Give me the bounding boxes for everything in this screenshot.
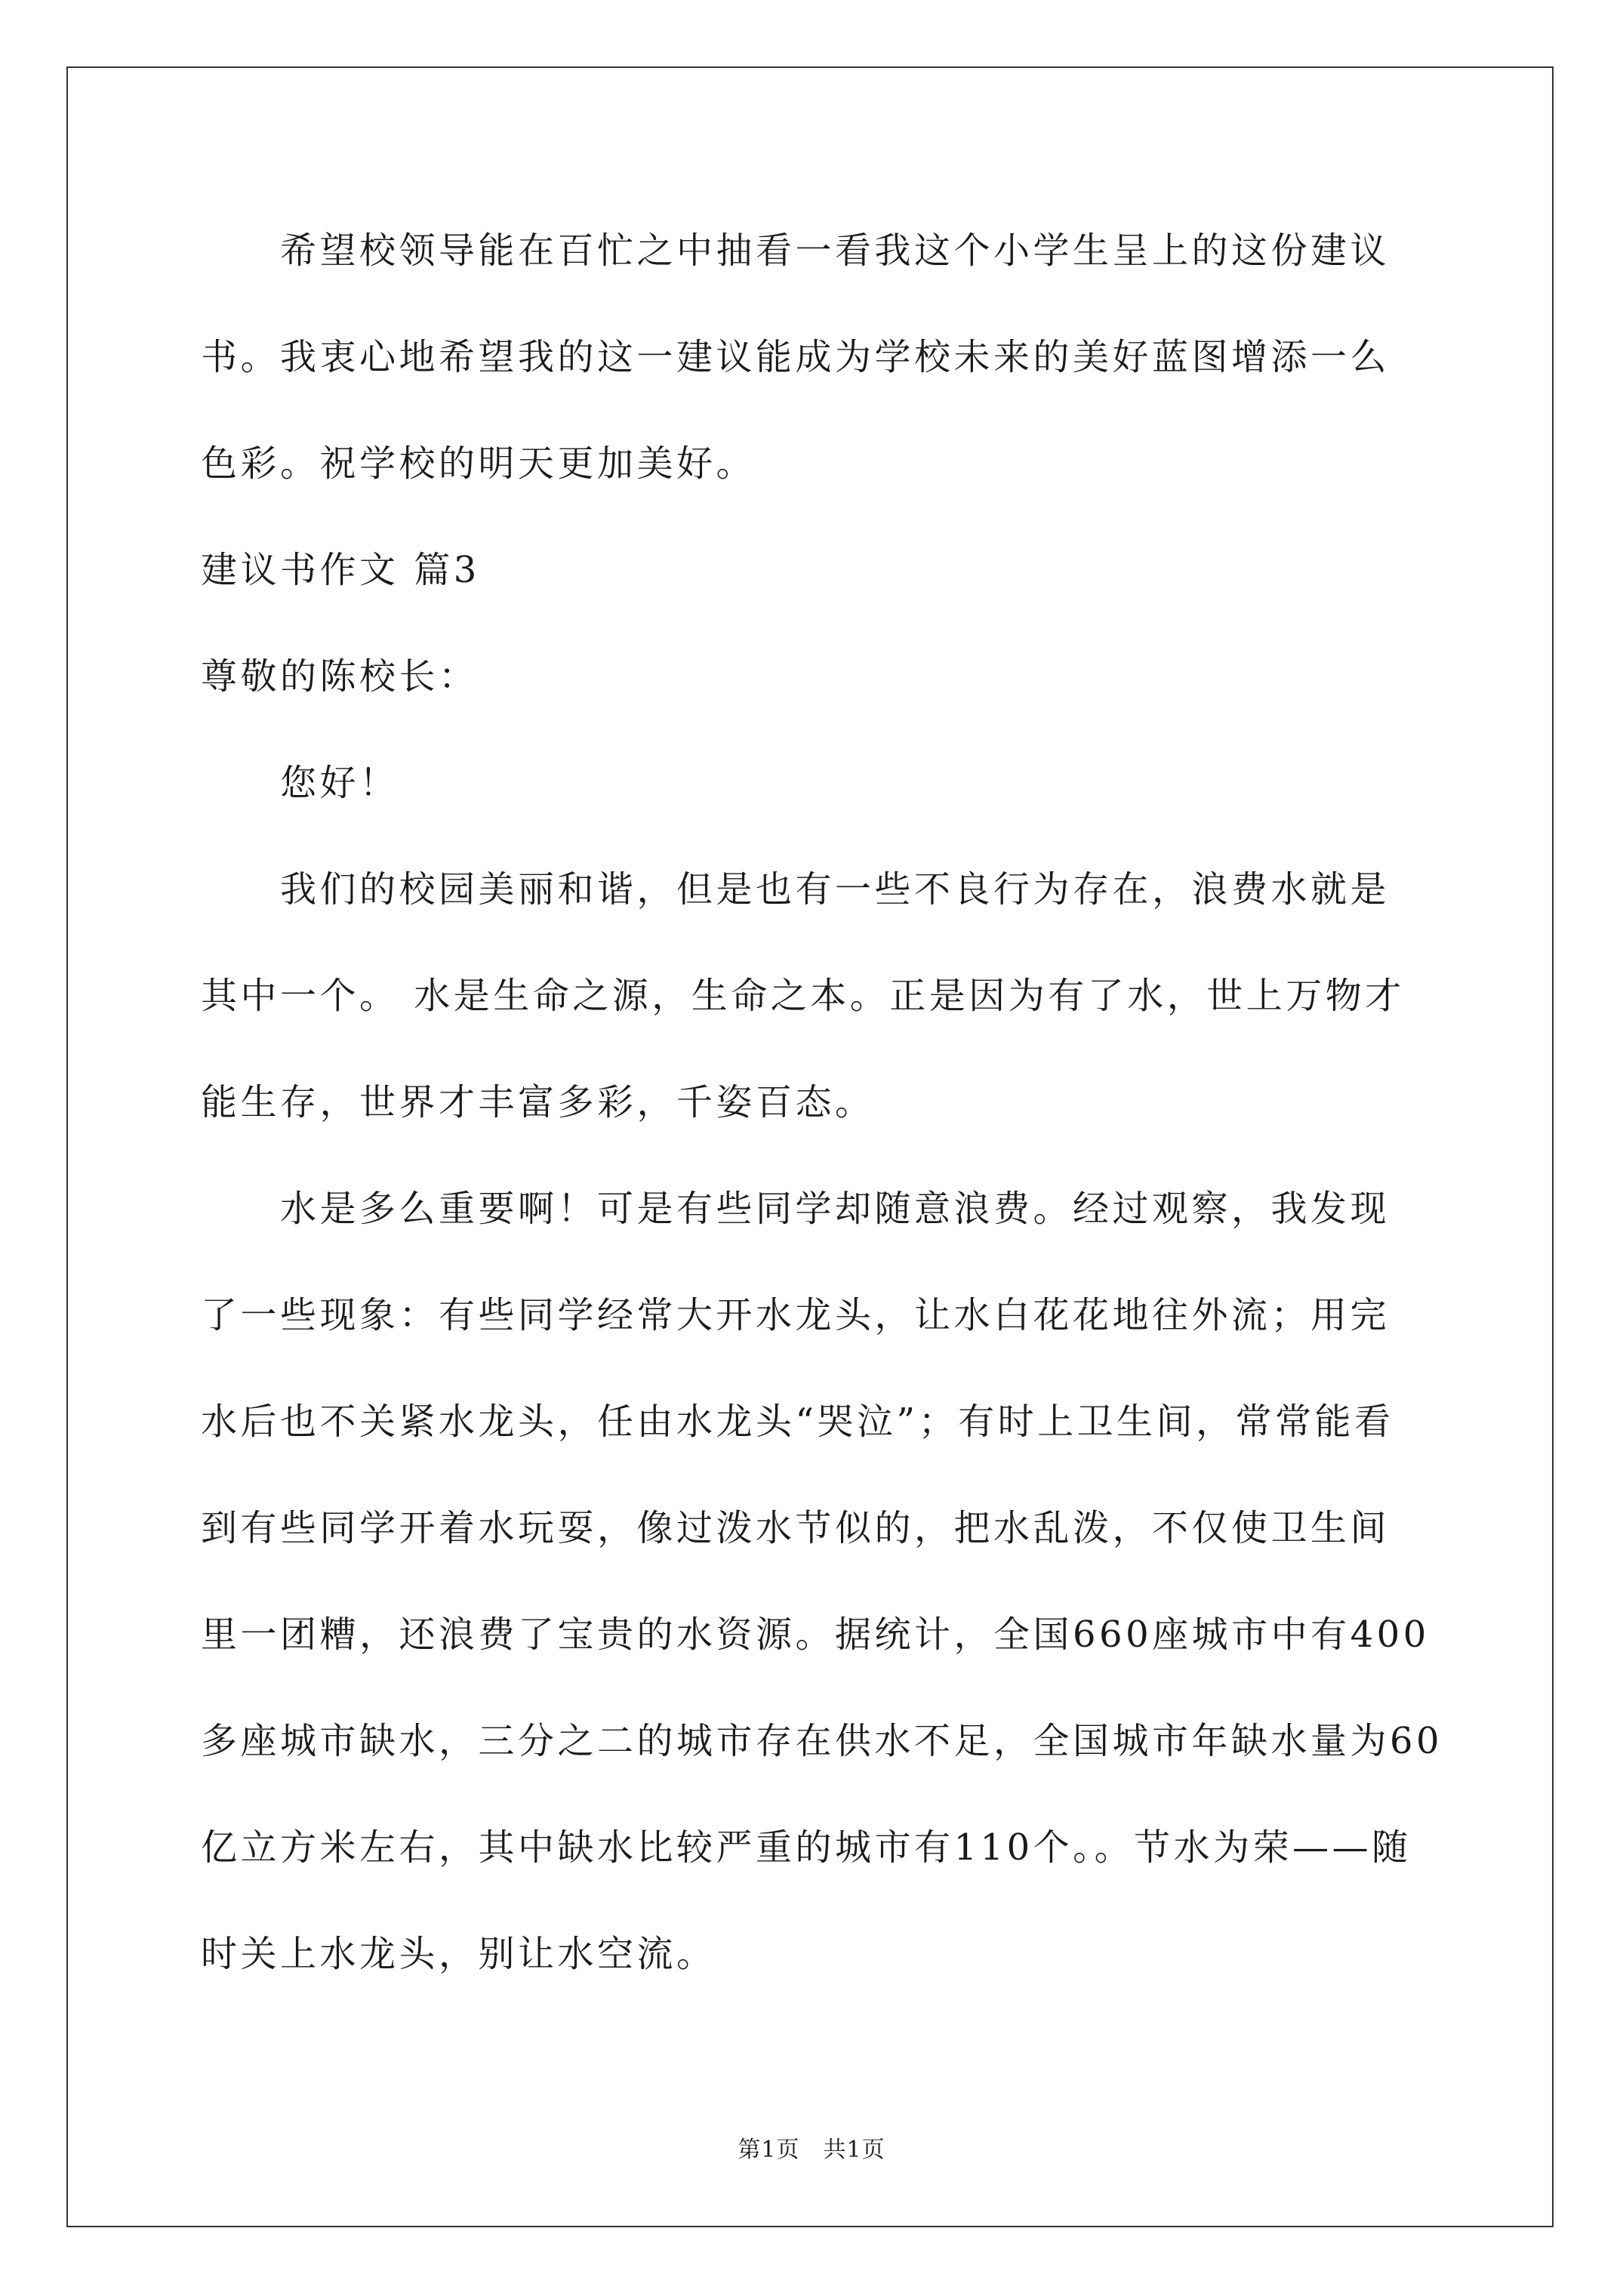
text-line: 希望校领导能在百忙之中抽看一看我这个小学生呈上的这份建议 (201, 230, 1390, 272)
text-line: 水是多么重要啊！可是有些同学却随意浪费。经过观察，我发现 (201, 1188, 1390, 1230)
salutation: 尊敬的陈校长： (201, 655, 479, 698)
greeting: 您好！ (201, 762, 399, 804)
text-line: 了一些现象：有些同学经常大开水龙头，让水白花花地往外流；用完 (201, 1294, 1390, 1336)
text-line: 水后也不关紧水龙头，任由水龙头“哭泣”；有时上卫生间，常常能看 (201, 1401, 1394, 1443)
text-line: 到有些同学开着水玩耍，像过泼水节似的，把水乱泼，不仅使卫生间 (201, 1507, 1390, 1549)
text-line: 多座城市缺水，三分之二的城市存在供水不足，全国城市年缺水量为60 (201, 1720, 1443, 1762)
text-line: 里一团糟，还浪费了宝贵的水资源。据统计，全国660座城市中有400 (201, 1613, 1430, 1656)
text-line: 能生存，世界才丰富多彩，千姿百态。 (201, 1081, 875, 1123)
text-line: 色彩。祝学校的明天更加美好。 (201, 442, 756, 485)
page-number: 第1页 共1页 (738, 2137, 885, 2163)
text-line: 其中一个。 水是生命之源，生命之本。正是因为有了水，世上万物才 (201, 975, 1405, 1017)
section-heading: 建议书作文 篇3 (201, 549, 480, 591)
text-line: 我们的校园美丽和谐，但是也有一些不良行为存在，浪费水就是 (201, 868, 1390, 911)
text-line: 书。我衷心地希望我的这一建议能成为学校未来的美好蓝图增添一么 (201, 336, 1390, 378)
page-border (66, 66, 1554, 2227)
text-line: 亿立方米左右，其中缺水比较严重的城市有110个。。节水为荣——随 (201, 1826, 1412, 1869)
text-line: 时关上水龙头，别让水空流。 (201, 1933, 716, 1975)
